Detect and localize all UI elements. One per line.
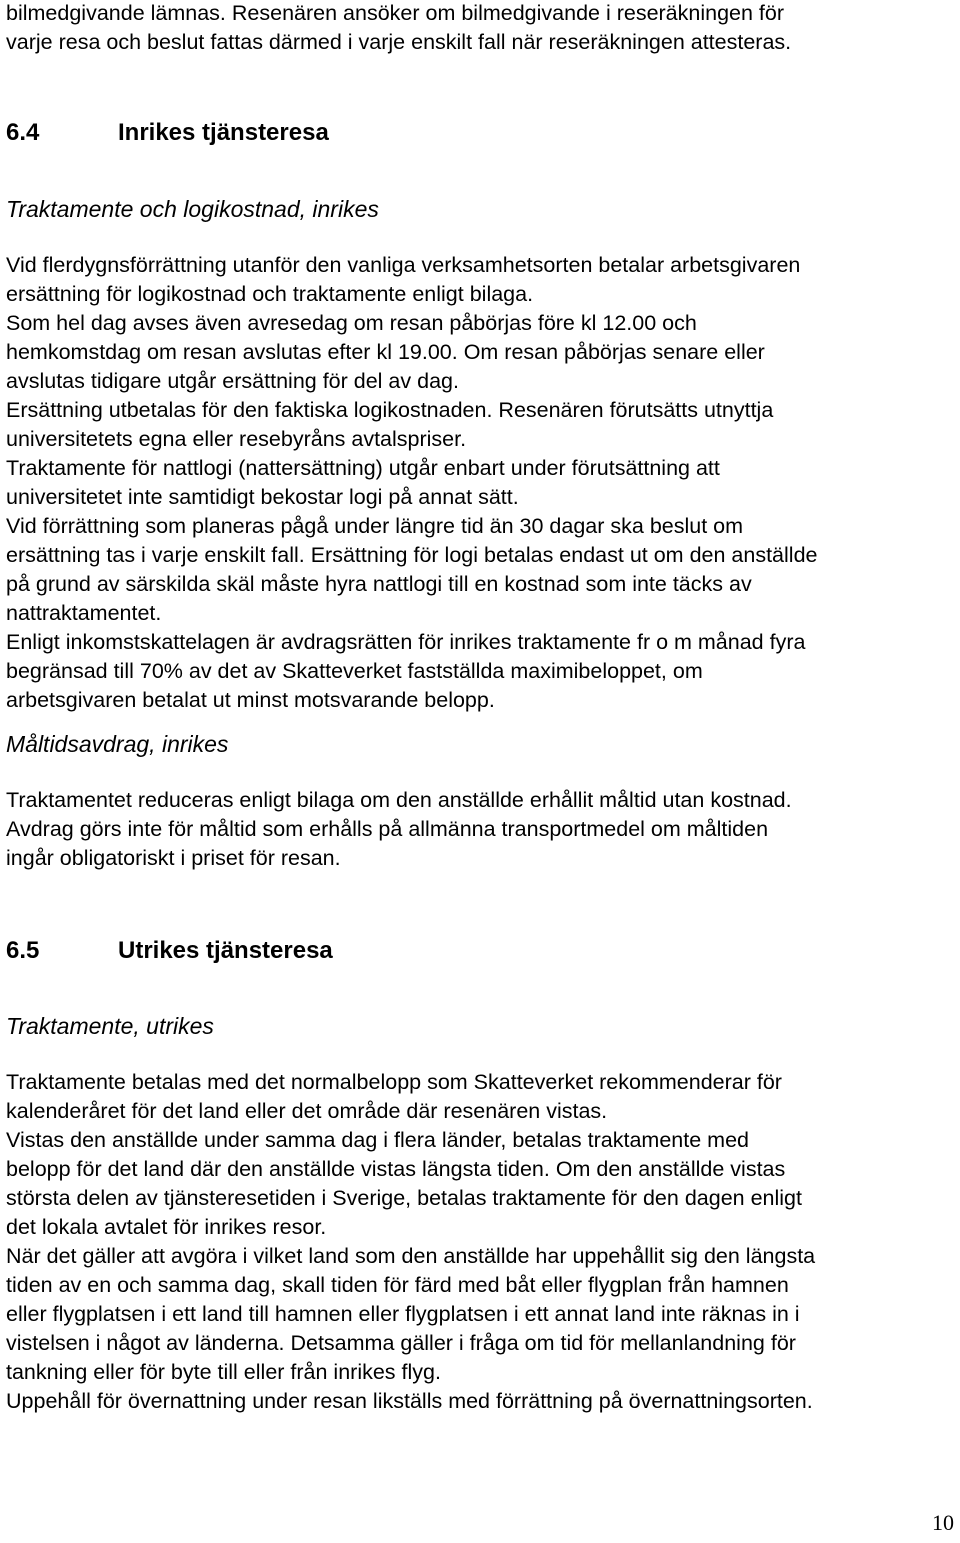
paragraph-line: Vid förrättning som planeras pågå under längre tid än 30 dagar ska beslut om (6, 514, 744, 538)
paragraph-line: vistelsen i något av länderna. Detsamma gäller i fråga om tid för mellanlandning för (6, 1331, 796, 1355)
page-number: 10 (932, 1510, 954, 1535)
paragraph-line: Vid flerdygnsförrättning utanför den vanliga verksamhetsorten betalar arbetsgivaren (6, 253, 801, 277)
paragraph-line: Traktamentet reduceras enligt bilaga om den anställde erhållit måltid utan kostnad. (6, 788, 792, 812)
section-number: 6.4 (6, 119, 40, 146)
paragraph-line: universitetet inte samtidigt bekostar logi på annat sätt. (6, 485, 519, 509)
paragraph-line: tankning eller för byte till eller från inrikes flyg. (6, 1360, 441, 1384)
subheading-traktamente-utrikes: Traktamente, utrikes (6, 1013, 214, 1039)
paragraph-line: på grund av särskilda skäl måste hyra nattlogi till en kostnad som inte täcks av (6, 572, 752, 596)
paragraph-line: Avdrag görs inte för måltid som erhålls på allmänna transportmedel om måltiden (6, 817, 769, 841)
paragraph-line: Vistas den anställde under samma dag i flera länder, betalas traktamente med (6, 1128, 749, 1152)
subheading-maltidsavdrag-inrikes: Måltidsavdrag, inrikes (6, 731, 229, 757)
paragraph-line: Som hel dag avses även avresedag om resan påbörjas före kl 12.00 och (6, 311, 697, 335)
paragraph-line: belopp för det land där den anställde vistas längsta tiden. Om den anställde vistas (6, 1157, 786, 1181)
paragraph-line: Enligt inkomstskattelagen är avdragsrätten för inrikes traktamente fr o m månad fyra (6, 630, 806, 654)
paragraph-line: arbetsgivaren betalat ut minst motsvarande belopp. (6, 688, 495, 712)
paragraph-line: hemkomstdag om resan avslutas efter kl 19.00. Om resan påbörjas senare eller (6, 340, 765, 364)
paragraph-line: Ersättning utbetalas för den faktiska logikostnaden. Resenären förutsätts utnyttja (6, 398, 774, 422)
paragraph-line: universitetets egna eller resebyråns avtalspriser. (6, 427, 467, 451)
paragraph-line: avslutas tidigare utgår ersättning för del av dag. (6, 369, 459, 393)
section-6-4-heading (6, 118, 329, 148)
paragraph-line: eller flygplatsen i ett land till hamnen eller flygplatsen i ett annat land inte räknas in i (6, 1302, 800, 1326)
paragraph-line: ingår obligatoriskt i priset för resan. (6, 846, 341, 870)
paragraph-line: kalenderåret för det land eller det område där resenären vistas. (6, 1099, 608, 1123)
intro-line-1: bilmedgivande lämnas. Resenären ansöker om bilmedgivande i reseräkningen för (6, 1, 785, 25)
paragraph-line: När det gäller att avgöra i vilket land som den anställde har uppehållit sig den längsta (6, 1244, 816, 1268)
intro-line-2: varje resa och beslut fattas därmed i varje enskilt fall när reseräkningen attesteras. (6, 30, 792, 54)
paragraph-line: begränsad till 70% av det av Skatteverket fastställda maximibeloppet, om (6, 659, 703, 683)
paragraph-line: Traktamente betalas med det normalbelopp som Skatteverket rekommenderar för (6, 1070, 782, 1094)
section-title: Inrikes tjänsteresa (118, 119, 329, 146)
subheading-traktamente-logikostnad-inrikes: Traktamente och logikostnad, inrikes (6, 196, 379, 222)
paragraph-line: största delen av tjänsteresetiden i Sverige, betalas traktamente för den dagen enligt (6, 1186, 802, 1210)
section-6-5-heading (6, 936, 333, 966)
section-number: 6.5 (6, 937, 40, 964)
paragraph-line: Traktamente för nattlogi (nattersättning) utgår enbart under förutsättning att (6, 456, 720, 480)
paragraph-line: nattraktamentet. (6, 601, 162, 625)
paragraph-line: det lokala avtalet för inrikes resor. (6, 1215, 327, 1239)
paragraph-line: ersättning tas i varje enskilt fall. Ersättning för logi betalas endast ut om den anställde (6, 543, 818, 567)
paragraph-line: ersättning för logikostnad och traktamente enligt bilaga. (6, 282, 534, 306)
paragraph-line: Uppehåll för övernattning under resan likställs med förrättning på övernattningsorten. (6, 1389, 813, 1413)
paragraph-line: tiden av en och samma dag, skall tiden för färd med båt eller flygplan från hamnen (6, 1273, 789, 1297)
section-title: Utrikes tjänsteresa (118, 937, 333, 964)
